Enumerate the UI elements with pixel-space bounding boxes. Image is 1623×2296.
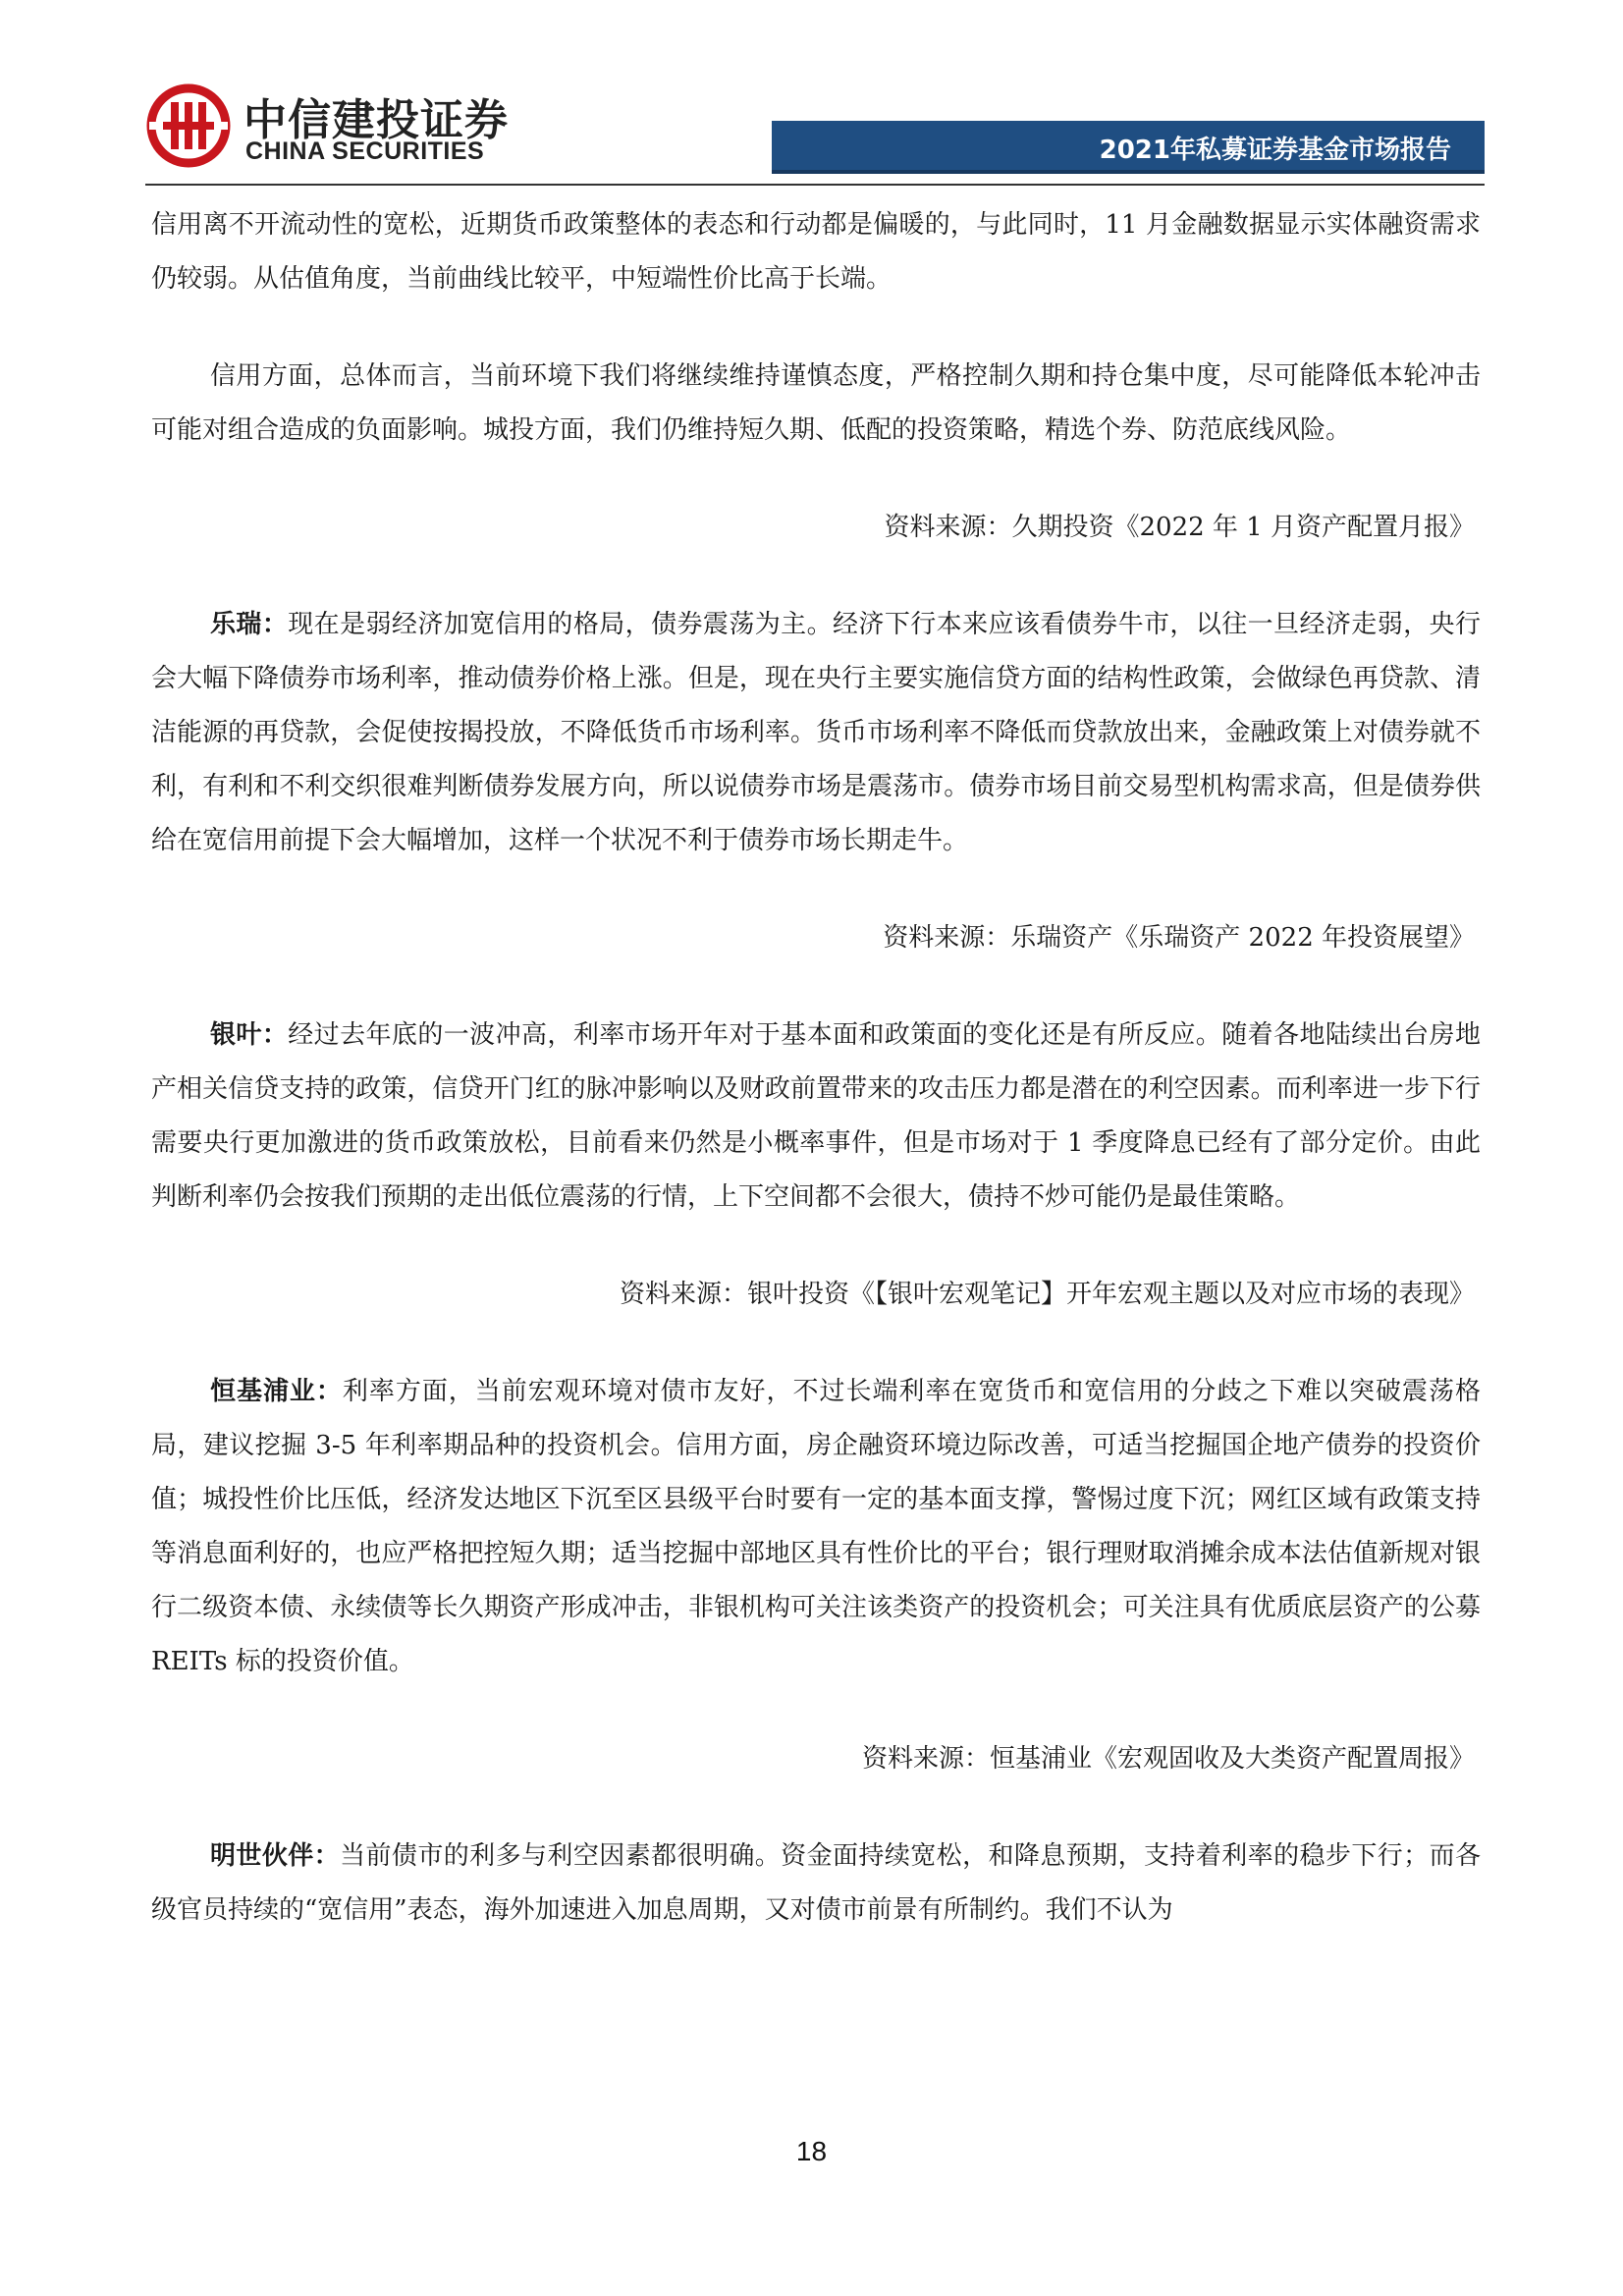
logo-english-name: CHINA SECURITIES bbox=[245, 137, 485, 165]
source-citation: 资料来源：恒基浦业《宏观固收及大类资产配置周报》 bbox=[861, 1744, 1475, 1774]
paragraph-yinye bbox=[151, 1009, 1481, 1225]
page-number: 18 bbox=[795, 2136, 828, 2166]
speaker-name: 明世伙伴： bbox=[210, 1841, 341, 1871]
speaker-text: 经过去年底的一波冲高，利率市场开年对于基本面和政策面的变化还是有所反应。随着各地陆续出台房地产相关信贷支持的政策，信贷开门红的脉冲影响以及财政前置带来的攻击压力都是潜在的利空因素。而利率进一步下行需要央行更加激进的货币政策放松，目前看来仍然是小概率事件，但是市场对于 1 季度降息已经有了部分定价。由此判断利率仍会按我们预期的走出低位震荡的行情，上下空间都不会很大，债持不炒可能仍是最佳策略。 bbox=[151, 1020, 1481, 1212]
speaker-name: 乐瑞： bbox=[210, 610, 289, 639]
citic-logo-icon bbox=[145, 82, 232, 169]
paragraph-hengji bbox=[151, 1365, 1481, 1689]
speaker-name: 恒基浦业： bbox=[210, 1377, 343, 1406]
source-citation: 资料来源：乐瑞资产《乐瑞资产 2022 年投资展望》 bbox=[883, 923, 1475, 953]
report-title: 2021年私募证券基金市场报告 bbox=[1099, 136, 1451, 165]
paragraph-liquidity: 信用离不开流动性的宽松，近期货币政策整体的表态和行动都是偏暖的，与此同时，11 月金融数据显示实体融资需求仍较弱。从估值角度，当前曲线比较平，中短端性价比高于长端。 bbox=[151, 210, 1481, 294]
report-title-bar bbox=[772, 121, 1485, 174]
paragraph-mingshi bbox=[151, 1830, 1481, 1938]
document-body bbox=[151, 198, 1481, 1981]
header-divider bbox=[145, 184, 1485, 186]
speaker-text: 当前债市的利多与利空因素都很明确。资金面持续宽松，和降息预期，支持着利率的稳步下行；而各级官员持续的“宽信用”表态，海外加速进入加息周期，又对债市前景有所制约。我们不认为 bbox=[151, 1841, 1481, 1925]
speaker-text: 现在是弱经济加宽信用的格局，债券震荡为主。经济下行本来应该看债券牛市，以往一旦经济走弱，央行会大幅下降债券市场利率，推动债券价格上涨。但是，现在央行主要实施信贷方面的结构性政策，会做绿色再贷款、清洁能源的再贷款，会促使按揭投放，不降低货币市场利率。货币市场利率不降低而贷款放出来，金融政策上对债券就不利，有利和不利交织很难判断债券发展方向，所以说债券市场是震荡市。债券市场目前交易型机构需求高，但是债券供给在宽信用前提下会大幅增加，这样一个状况不利于债券市场长期走牛。 bbox=[151, 610, 1481, 855]
source-citation: 资料来源：久期投资《2022 年 1 月资产配置月报》 bbox=[884, 513, 1475, 542]
paragraph-credit: 信用方面，总体而言，当前环境下我们将继续维持谨慎态度，严格控制久期和持仓集中度，尽可能降低本轮冲击可能对组合造成的负面影响。城投方面，我们仍维持短久期、低配的投资策略，精选个券、防范底线风险。 bbox=[151, 361, 1481, 445]
paragraph-lerui bbox=[151, 598, 1481, 868]
logo-chinese-name: 中信建投证券 bbox=[243, 95, 509, 145]
speaker-text: 利率方面，当前宏观环境对债市友好，不过长端利率在宽货币和宽信用的分歧之下难以突破震荡格局，建议挖掘 3-5 年利率期品种的投资机会。信用方面，房企融资环境边际改善，可适当挖掘国企地产债券的投资价值；城投性价比压低，经济发达地区下沉至区县级平台时要有一定的基本面支撑，警惕过度下沉；网红区域有政策支持等消息面利好的，也应严格把控短久期；适当挖掘中部地区具有性价比的平台；银行理财取消摊余成本法估值新规对银行二级资本债、永续债等长久期资产形成冲击，非银机构可关注该类资产的投资机会；可关注具有优质底层资产的公募 REITs 标的投资价值。 bbox=[151, 1377, 1481, 1676]
speaker-name: 银叶： bbox=[210, 1020, 289, 1050]
source-citation: 资料来源：银叶投资《【银叶宏观笔记】开年宏观主题以及对应市场的表现》 bbox=[619, 1280, 1475, 1309]
company-logo bbox=[145, 77, 509, 175]
